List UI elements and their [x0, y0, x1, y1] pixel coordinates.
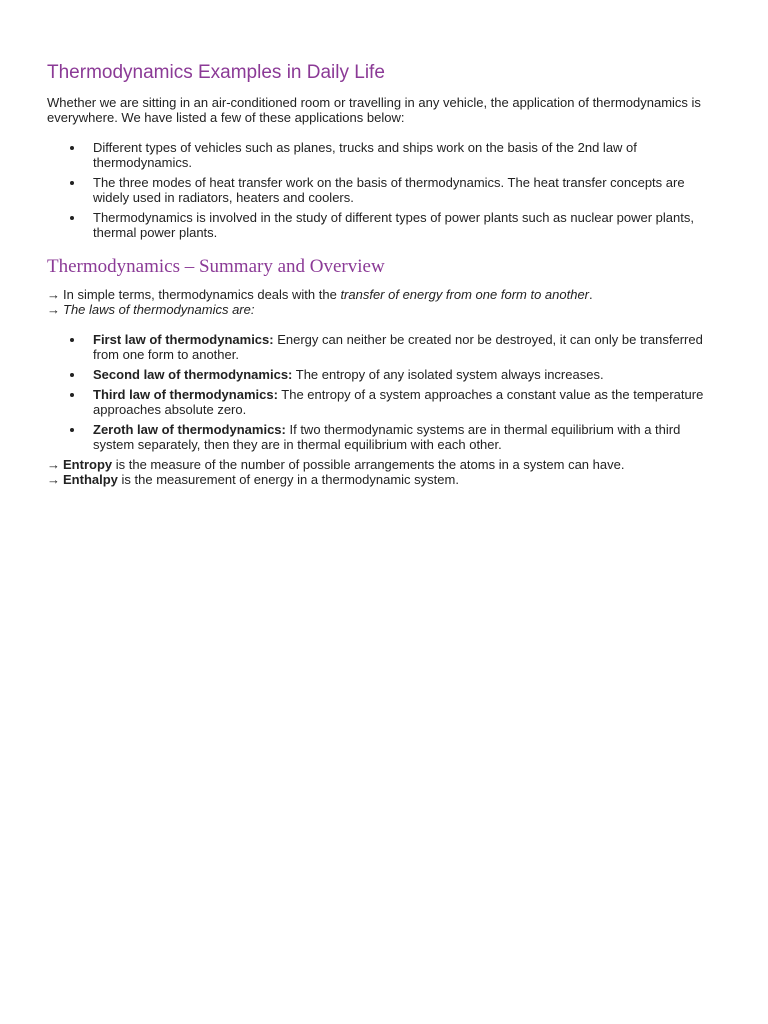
- enthalpy-text: is the measurement of energy in a thermodynamic system.: [117, 472, 459, 487]
- entropy-text: is the measure of the number of possible arrangements the atoms in a system can have.: [112, 457, 625, 472]
- law-text: Energy can neither be created nor be destroyed, it can only be transferred from one form to another.: [93, 332, 703, 362]
- bullet-icon: [70, 338, 74, 342]
- list-item-text: The three modes of heat transfer work on the basis of thermodynamics. The heat transfer concepts are widely used in radiators, heaters and coolers.: [93, 175, 685, 205]
- law-text: The entropy of a system approaches a constant value as the temperature approaches absolute zero.: [93, 387, 704, 417]
- summary-emphasis: transfer of energy from one form to another: [340, 287, 590, 302]
- arrow-icon: →: [47, 457, 60, 472]
- enthalpy-line: [47, 472, 722, 487]
- section-summary: [47, 256, 722, 487]
- list-item: [93, 367, 722, 382]
- list-item-text: Different types of vehicles such as planes, trucks and ships work on the basis of the 2nd law of thermodynamics.: [93, 140, 637, 170]
- list-item: [93, 210, 722, 240]
- arrow-icon: →: [47, 287, 60, 302]
- section-title-daily-life: Thermodynamics Examples in Daily Life: [47, 62, 385, 83]
- bullet-icon: [70, 146, 74, 150]
- list-item: [93, 140, 722, 170]
- summary-punct: .: [589, 287, 593, 302]
- section-daily-life: [47, 62, 722, 240]
- list-item: [93, 387, 722, 417]
- bullet-icon: [70, 428, 74, 432]
- bullet-icon: [70, 373, 74, 377]
- law-term: Zeroth law of thermodynamics:: [93, 422, 286, 437]
- list-item: [93, 422, 722, 452]
- law-text: The entropy of any isolated system always increases.: [292, 367, 604, 382]
- entropy-term: Entropy: [63, 457, 113, 472]
- law-term: Third law of thermodynamics:: [93, 387, 278, 402]
- arrow-icon: →: [47, 302, 60, 317]
- law-text: If two thermodynamic systems are in thermal equilibrium with a third system separately, then they are in thermal equilibrium with each other.: [93, 422, 681, 452]
- law-term: Second law of thermodynamics:: [93, 367, 293, 382]
- summary-line-energy: [47, 287, 722, 302]
- list-item-text: Thermodynamics is involved in the study of different types of power plants such as nuclear power plants, thermal power plants.: [93, 210, 694, 240]
- laws-list: [47, 332, 722, 452]
- section-title-summary: Thermodynamics – Summary and Overview: [47, 256, 385, 277]
- enthalpy-term: Enthalpy: [63, 472, 118, 487]
- arrow-icon: →: [47, 472, 60, 487]
- bullet-icon: [70, 181, 74, 185]
- applications-list: [47, 140, 722, 240]
- summary-line-laws: [47, 302, 722, 317]
- list-item: [93, 175, 722, 205]
- law-term: First law of thermodynamics:: [93, 332, 274, 347]
- laws-intro: The laws of thermodynamics are:: [63, 302, 255, 317]
- intro-paragraph: Whether we are sitting in an air-conditioned room or travelling in any vehicle, the application of thermodynamics is everywhere. We have listed a few of these applications below:: [47, 95, 701, 125]
- entropy-line: [47, 457, 722, 472]
- list-item: [93, 332, 722, 362]
- bullet-icon: [70, 393, 74, 397]
- summary-text: In simple terms, thermodynamics deals with the: [63, 287, 341, 302]
- bullet-icon: [70, 216, 74, 220]
